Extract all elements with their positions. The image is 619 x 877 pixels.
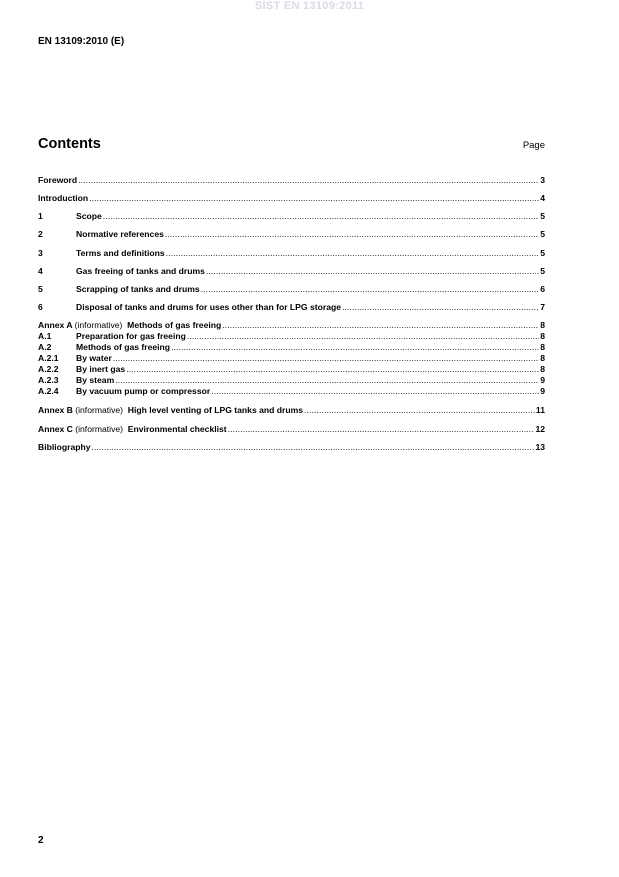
toc-entry-page: 4 <box>540 193 545 203</box>
toc-leader-dots <box>89 193 539 204</box>
toc-leader-dots <box>342 302 539 313</box>
toc-entry-page: 8 <box>540 353 545 363</box>
toc-entry-title: Gas freeing of tanks and drums <box>76 266 205 276</box>
toc-entry-title: Disposal of tanks and drums for uses other than for LPG storage <box>76 302 342 312</box>
toc-entry-page: 5 <box>540 248 545 258</box>
toc-entry-title: Scrapping of tanks and drums <box>76 284 200 294</box>
toc-leader-dots <box>201 284 540 295</box>
toc-entry-page: 8 <box>540 320 545 330</box>
annex-label: Annex C <box>38 424 73 434</box>
toc-entry-number: A.2.2 <box>38 364 59 374</box>
toc-entry-title <box>38 405 303 416</box>
toc-leader-dots <box>115 375 539 386</box>
toc-entry-page: 9 <box>540 375 545 385</box>
toc-entry-title: By steam <box>76 375 115 385</box>
toc-entry-title: By vacuum pump or compressor <box>76 386 211 396</box>
toc-leader-dots <box>78 175 539 186</box>
toc-entry-title: Preparation for gas freeing <box>76 331 186 341</box>
toc-entry-number: A.2.3 <box>38 375 59 385</box>
toc-entry-a23[interactable] <box>38 375 545 386</box>
toc-entry-terms-and-definitions[interactable] <box>38 248 545 259</box>
toc-entry-number: A.2 <box>38 342 52 352</box>
toc-leader-dots <box>103 211 539 222</box>
annex-title: Methods of gas freeing <box>127 320 222 330</box>
annex-title: Environmental checklist <box>127 424 227 434</box>
toc-entry-page: 9 <box>540 386 545 396</box>
toc-entry-page: 8 <box>540 331 545 341</box>
page-number: 2 <box>38 835 44 846</box>
toc-entry-page: 3 <box>540 175 545 185</box>
page-column-label: Page <box>522 140 545 151</box>
toc-entry-page: 12 <box>535 424 545 434</box>
annex-kind: (informative) <box>75 424 124 434</box>
annex-label: Annex A <box>38 320 73 330</box>
toc-entry-page: 6 <box>540 284 545 294</box>
toc-entry-number: 2 <box>38 229 43 239</box>
toc-entry-title: Bibliography <box>38 442 91 452</box>
toc-entry-title: By water <box>76 353 112 363</box>
toc-entry-title: Introduction <box>38 193 89 203</box>
toc-entry-number: A.2.4 <box>38 386 59 396</box>
toc-entry-annex-b[interactable] <box>38 405 545 416</box>
toc-leader-dots <box>187 331 539 342</box>
toc-entry-page: 13 <box>535 442 545 452</box>
toc-entry-title: By inert gas <box>76 364 126 374</box>
toc-entry-number: 5 <box>38 284 43 294</box>
toc-leader-dots <box>211 386 539 397</box>
annex-label: Annex B <box>38 405 73 415</box>
toc-entry-annex-c[interactable] <box>38 424 545 435</box>
toc-entry-a2[interactable] <box>38 342 545 353</box>
toc-entry-title: Normative references <box>76 229 164 239</box>
toc-leader-dots <box>228 424 535 435</box>
toc-entry-a24[interactable] <box>38 386 545 397</box>
annex-kind: (informative) <box>74 320 123 330</box>
toc-entry-number: A.2.1 <box>38 353 59 363</box>
toc-entry-number: A.1 <box>38 331 52 341</box>
toc-entry-title: Foreword <box>38 175 78 185</box>
toc-leader-dots <box>92 442 535 453</box>
toc-entry-page: 5 <box>540 229 545 239</box>
toc-leader-dots <box>113 353 539 364</box>
toc-entry-title: Terms and definitions <box>76 248 165 258</box>
toc-entry-number: 4 <box>38 266 43 276</box>
document-id: EN 13109:2010 (E) <box>38 36 125 47</box>
toc-leader-dots <box>165 229 539 240</box>
toc-entry-number: 1 <box>38 211 43 221</box>
toc-entry-bibliography[interactable] <box>38 442 545 453</box>
toc-entry-title: Scope <box>76 211 102 221</box>
toc-entry-title: Methods of gas freeing <box>76 342 171 352</box>
toc-leader-dots <box>206 266 539 277</box>
toc-entry-title <box>38 320 221 331</box>
toc-entry-annex-a[interactable] <box>38 320 545 331</box>
annex-title: High level venting of LPG tanks and drums <box>127 405 304 415</box>
toc-entry-page: 7 <box>540 302 545 312</box>
toc-entry-number: 6 <box>38 302 43 312</box>
toc-entry-page: 11 <box>535 405 545 415</box>
toc-entry-gas-freeing[interactable] <box>38 266 545 277</box>
toc-entry-title <box>38 424 227 435</box>
toc-entry-a21[interactable] <box>38 353 545 364</box>
toc-entry-a22[interactable] <box>38 364 545 375</box>
toc-entry-disposal[interactable] <box>38 302 545 313</box>
toc-entry-page: 5 <box>540 211 545 221</box>
toc-leader-dots <box>304 405 535 416</box>
toc-entry-number: 3 <box>38 248 43 258</box>
annex-kind: (informative) <box>75 405 124 415</box>
toc-leader-dots <box>171 342 539 353</box>
toc-entry-scrapping[interactable] <box>38 284 545 295</box>
toc-entry-a1[interactable] <box>38 331 545 342</box>
toc-leader-dots <box>126 364 539 375</box>
toc-entry-page: 8 <box>540 364 545 374</box>
toc-entry-normative-references[interactable] <box>38 229 545 240</box>
contents-title: Contents <box>38 136 101 152</box>
toc-leader-dots <box>222 320 539 331</box>
toc-entry-page: 8 <box>540 342 545 352</box>
watermark: SIST EN 13109:2011 <box>254 0 365 12</box>
toc-leader-dots <box>166 248 540 259</box>
toc-entry-introduction[interactable] <box>38 193 545 204</box>
toc-entry-page: 5 <box>540 266 545 276</box>
toc-entry-scope[interactable] <box>38 211 545 222</box>
toc-entry-foreword[interactable] <box>38 175 545 186</box>
